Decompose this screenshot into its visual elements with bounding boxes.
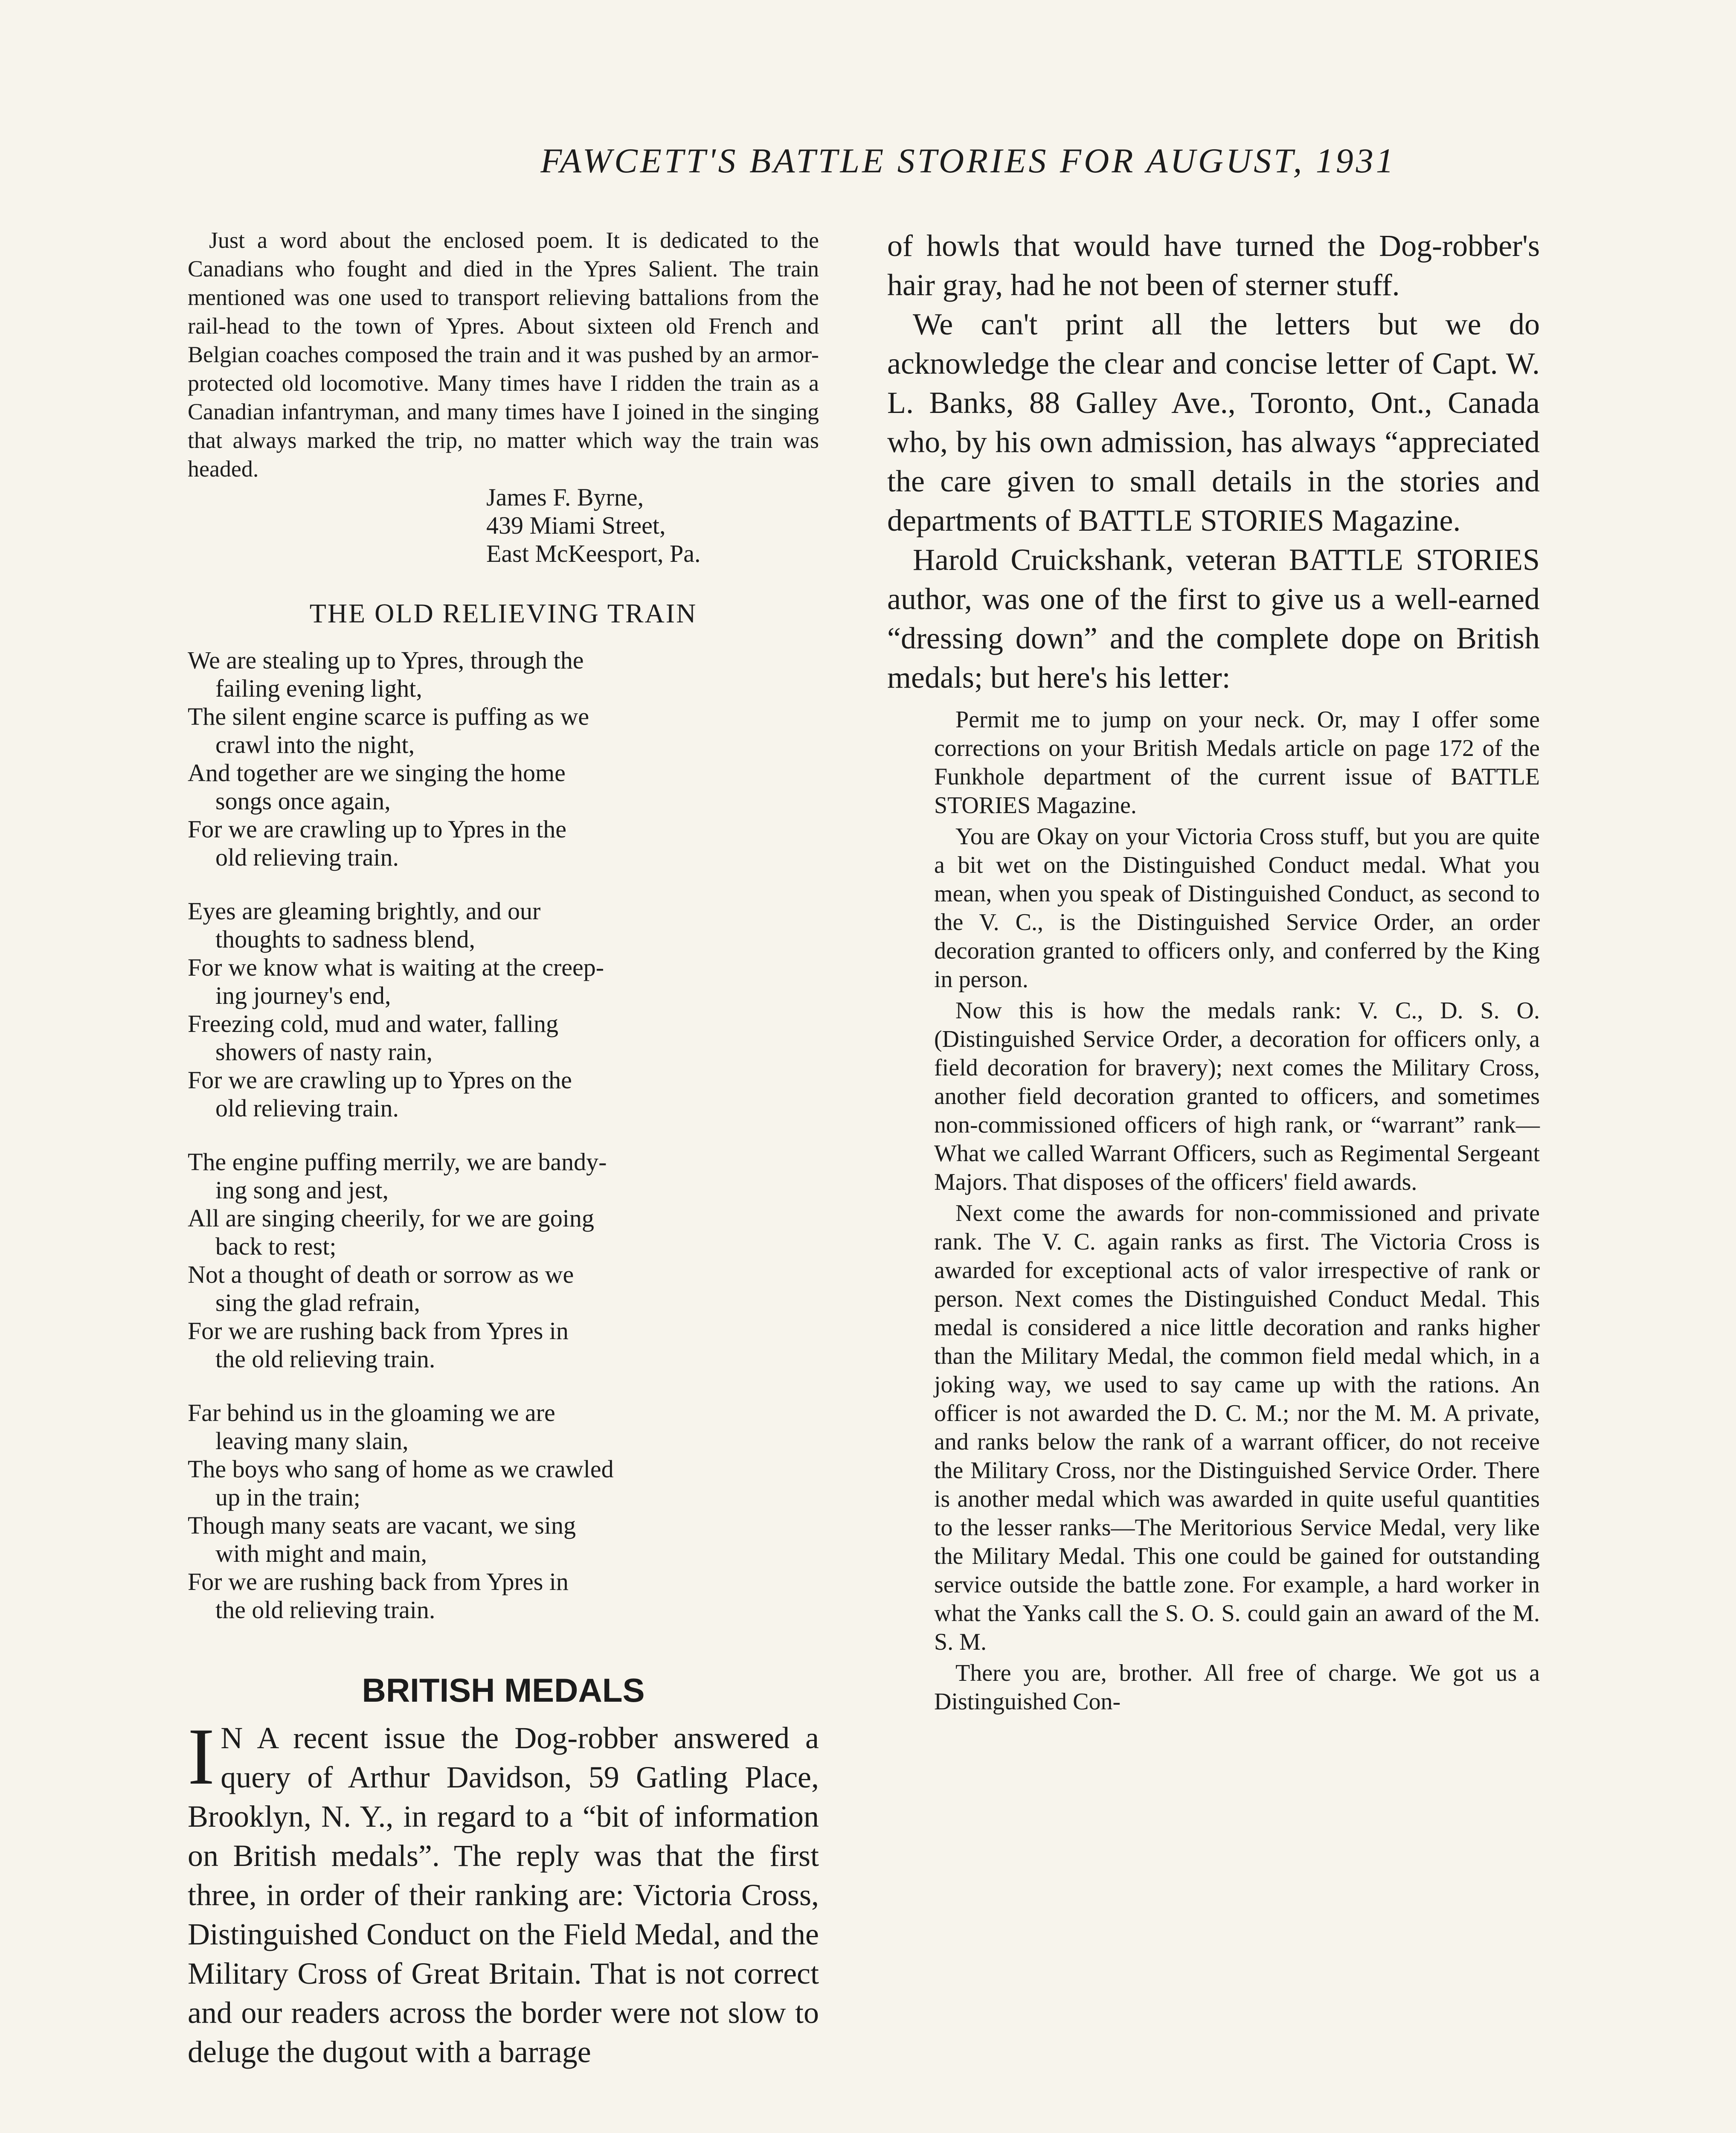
poem-line: Freezing cold, mud and water, falling showers of nasty rain, xyxy=(188,1010,559,1066)
running-header: FAWCETT'S BATTLE STORIES FOR AUGUST, 1931 xyxy=(540,141,1396,180)
poem-line: The silent engine scarce is puffing as we crawl into the night, xyxy=(188,703,589,758)
signature-line: James F. Byrne, xyxy=(486,483,644,511)
poem-line: Not a thought of death or sorrow as we sing the glad refrain, xyxy=(188,1261,574,1316)
poem-line: The boys who sang of home as we crawled up in the train; xyxy=(188,1455,614,1511)
quote-paragraph: Next come the awards for non-commissioned and private rank. The V. C. again ranks as first. The Victoria Cross is awarded for exceptional acts of valor irrespective of rank or person. Next comes the Distinguished Conduct Medal. This medal is considered a nice little decoration and ranks higher than the Military Medal, the common field medal which, in a joking way, we used to say came up with the rations. An officer is not awarded the D. C. M.; nor the M. M. A private, and ranks below the rank of a warrant officer, do not receive the Military Cross, nor the Distinguished Service Order. There is another medal which was awarded in quite useful quantities to the lesser ranks—The Meritorious Service Medal, very like the Military Medal. This one could be gained for outstanding service outside the battle zone. For example, a hard worker in what the Yanks call the S. O. S. could gain an award of the M. S. M. xyxy=(934,1200,1540,1655)
letter-intro-text: Just a word about the enclosed poem. It is dedicated to the Canadians who fought and died in the Ypres Salient. The train mentioned was one used to transport relieving battalions from the rail-head to the town of Ypres. About sixteen old French and Belgian coaches composed the train and it was pushed by an armor-protected old locomotive. Many times have I ridden the train as a Canadian infantryman, and many times have I joined in the singing that always marked the trip, no matter which way the train was headed. xyxy=(188,227,819,482)
poem-line: For we are crawling up to Ypres on the old relieving train. xyxy=(188,1066,572,1122)
letter-signature xyxy=(486,483,819,568)
quote-paragraph: Permit me to jump on your neck. Or, may I offer some corrections on your British Medals article on page 172 of the Funkhole department of the current issue of BATTLE STORIES Magazine. xyxy=(934,706,1540,819)
poem-line: We are stealing up to Ypres, through the failing evening light, xyxy=(188,646,584,702)
poem-stanza xyxy=(188,897,819,1122)
poem-stanza xyxy=(188,1148,819,1373)
letter-intro xyxy=(188,226,819,483)
poem-title: THE OLD RELIEVING TRAIN xyxy=(309,598,697,628)
drop-cap: I xyxy=(188,1712,215,1802)
article-paragraph: Harold Cruickshank, veteran BATTLE STORIES author, was one of the first to give us a well-earned “dressing down” and the complete dope on British medals; but here's his letter: xyxy=(887,543,1540,695)
poem xyxy=(188,646,819,1624)
poem-stanza xyxy=(188,646,819,872)
quoted-letter xyxy=(934,706,1540,1716)
poem-line: Eyes are gleaming brightly, and our thoughts to sadness blend, xyxy=(188,897,541,953)
left-column xyxy=(188,226,819,2072)
poem-line: For we are rushing back from Ypres in the old relieving train. xyxy=(188,1568,569,1624)
poem-line: And together are we singing the home songs once again, xyxy=(188,759,566,815)
article-paragraph: N A recent issue the Dog-robber answered a query of Arthur Davidson, 59 Gatling Place, Brooklyn, N. Y., in regard to a “bit of information on British medals”. The reply was that the first three, in order of their ranking are: Victoria Cross, Distinguished Conduct on the Field Medal, and the Military Cross of Great Britain. That is not correct and our readers across the border were not slow to deluge the dugout with a barrage xyxy=(188,1721,819,2069)
signature-line: 439 Miami Street, xyxy=(486,511,666,539)
article-paragraph: We can't print all the letters but we do acknowledge the clear and concise letter of Capt. W. L. Banks, 88 Galley Ave., Toronto, Ont., Canada who, by his own admission, has always “appreciated the care given to small details in the stories and departments of BATTLE STORIES Magazine. xyxy=(887,307,1540,538)
quote-paragraph: Now this is how the medals rank: V. C., D. S. O. (Distinguished Service Order, a decoration for officers only, a field decoration for bravery); next comes the Military Cross, another field decoration granted to officers, and sometimes non-commissioned officers of high rank, or “warrant” rank—What we called Warrant Officers, such as Regimental Sergeant Majors. That disposes of the officers' field awards. xyxy=(934,997,1540,1195)
poem-line: For we are crawling up to Ypres in the old relieving train. xyxy=(188,815,567,871)
poem-line: The engine puffing merrily, we are bandy- ing song and jest, xyxy=(188,1148,607,1204)
signature-line: East McKeesport, Pa. xyxy=(486,540,701,567)
poem-line: For we know what is waiting at the creep- ing journey's end, xyxy=(188,953,604,1009)
poem-line: Far behind us in the gloaming we are leaving many slain, xyxy=(188,1399,555,1455)
section-title: BRITISH MEDALS xyxy=(362,1671,645,1709)
poem-line: All are singing cheerily, for we are going back to rest; xyxy=(188,1204,594,1260)
medals-article-opening xyxy=(188,1712,819,2072)
article-paragraph: of howls that would have turned the Dog-robber's hair gray, had he not been of sterner stuff. xyxy=(887,229,1540,302)
right-column xyxy=(887,226,1540,1719)
poem-line: For we are rushing back from Ypres in the old relieving train. xyxy=(188,1317,569,1373)
poem-line: Though many seats are vacant, we sing with might and main, xyxy=(188,1511,576,1567)
quote-paragraph: There you are, brother. All free of charge. We got us a Distinguished Con- xyxy=(934,1660,1540,1715)
quote-paragraph: You are Okay on your Victoria Cross stuff, but you are quite a bit wet on the Distinguished Conduct medal. What you mean, when you speak of Distinguished Conduct, as second to the V. C., is the Distinguished Service Order, an order decoration granted to officers only, and conferred by the King in person. xyxy=(934,823,1540,993)
article-body xyxy=(887,226,1540,697)
poem-stanza xyxy=(188,1399,819,1624)
